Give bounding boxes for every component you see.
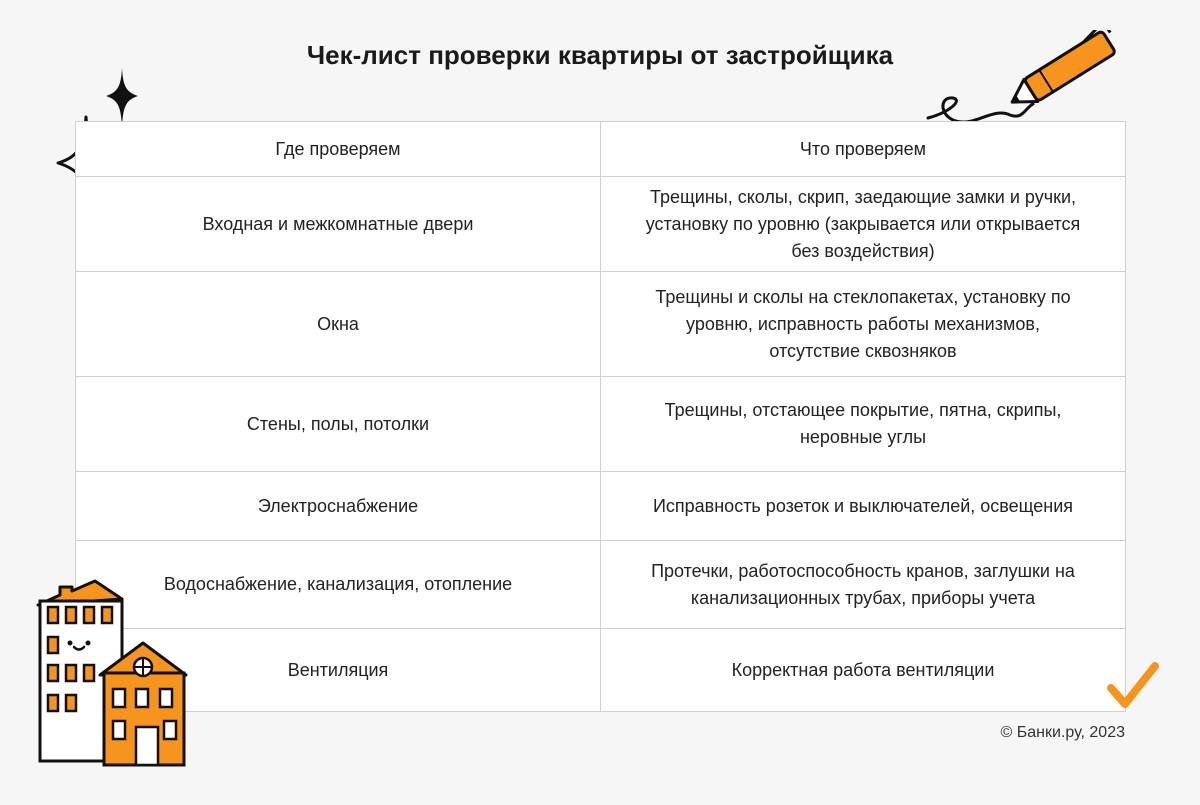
column-header-where: Где проверяем: [76, 122, 601, 177]
cell-where: Электроснабжение: [76, 472, 601, 541]
cell-what: Трещины, отстающее покрытие, пятна, скрипы, неровные углы: [601, 377, 1126, 472]
cell-where: Стены, полы, потолки: [76, 377, 601, 472]
table-header-row: [76, 122, 1126, 177]
cell-what: Трещины и сколы на стеклопакетах, установку по уровню, исправность работы механизмов, отсутствие сквозняков: [601, 272, 1126, 377]
cell-what: Трещины, сколы, скрип, заедающие замки и ручки, установку по уровню (закрывается или открывается без воздействия): [601, 177, 1126, 272]
checklist-table-wrap: [75, 121, 1125, 712]
table-row: [76, 629, 1126, 712]
houses-illustration-icon: [30, 575, 200, 775]
cell-what: Корректная работа вентиляции: [601, 629, 1126, 712]
cell-where: Окна: [76, 272, 601, 377]
checklist-table: [75, 121, 1126, 712]
table-row: [76, 472, 1126, 541]
table-row: [76, 541, 1126, 629]
table-row: [76, 177, 1126, 272]
page-title: Чек-лист проверки квартиры от застройщика: [306, 40, 894, 70]
checkmark-icon: [1105, 660, 1160, 715]
cell-where: Вентиляция: [76, 629, 601, 712]
cell-where: Водоснабжение, канализация, отопление: [76, 541, 601, 629]
cell-where: Входная и межкомнатные двери: [76, 177, 601, 272]
cell-what: Исправность розеток и выключателей, освещения: [601, 472, 1126, 541]
copyright-text: © Банки.ру, 2023: [1000, 724, 1125, 741]
table-row: [76, 272, 1126, 377]
cell-what: Протечки, работоспособность кранов, заглушки на канализационных трубах, приборы учета: [601, 541, 1126, 629]
table-row: [76, 377, 1126, 472]
pen-icon: [925, 30, 1140, 130]
column-header-what: Что проверяем: [601, 122, 1126, 177]
